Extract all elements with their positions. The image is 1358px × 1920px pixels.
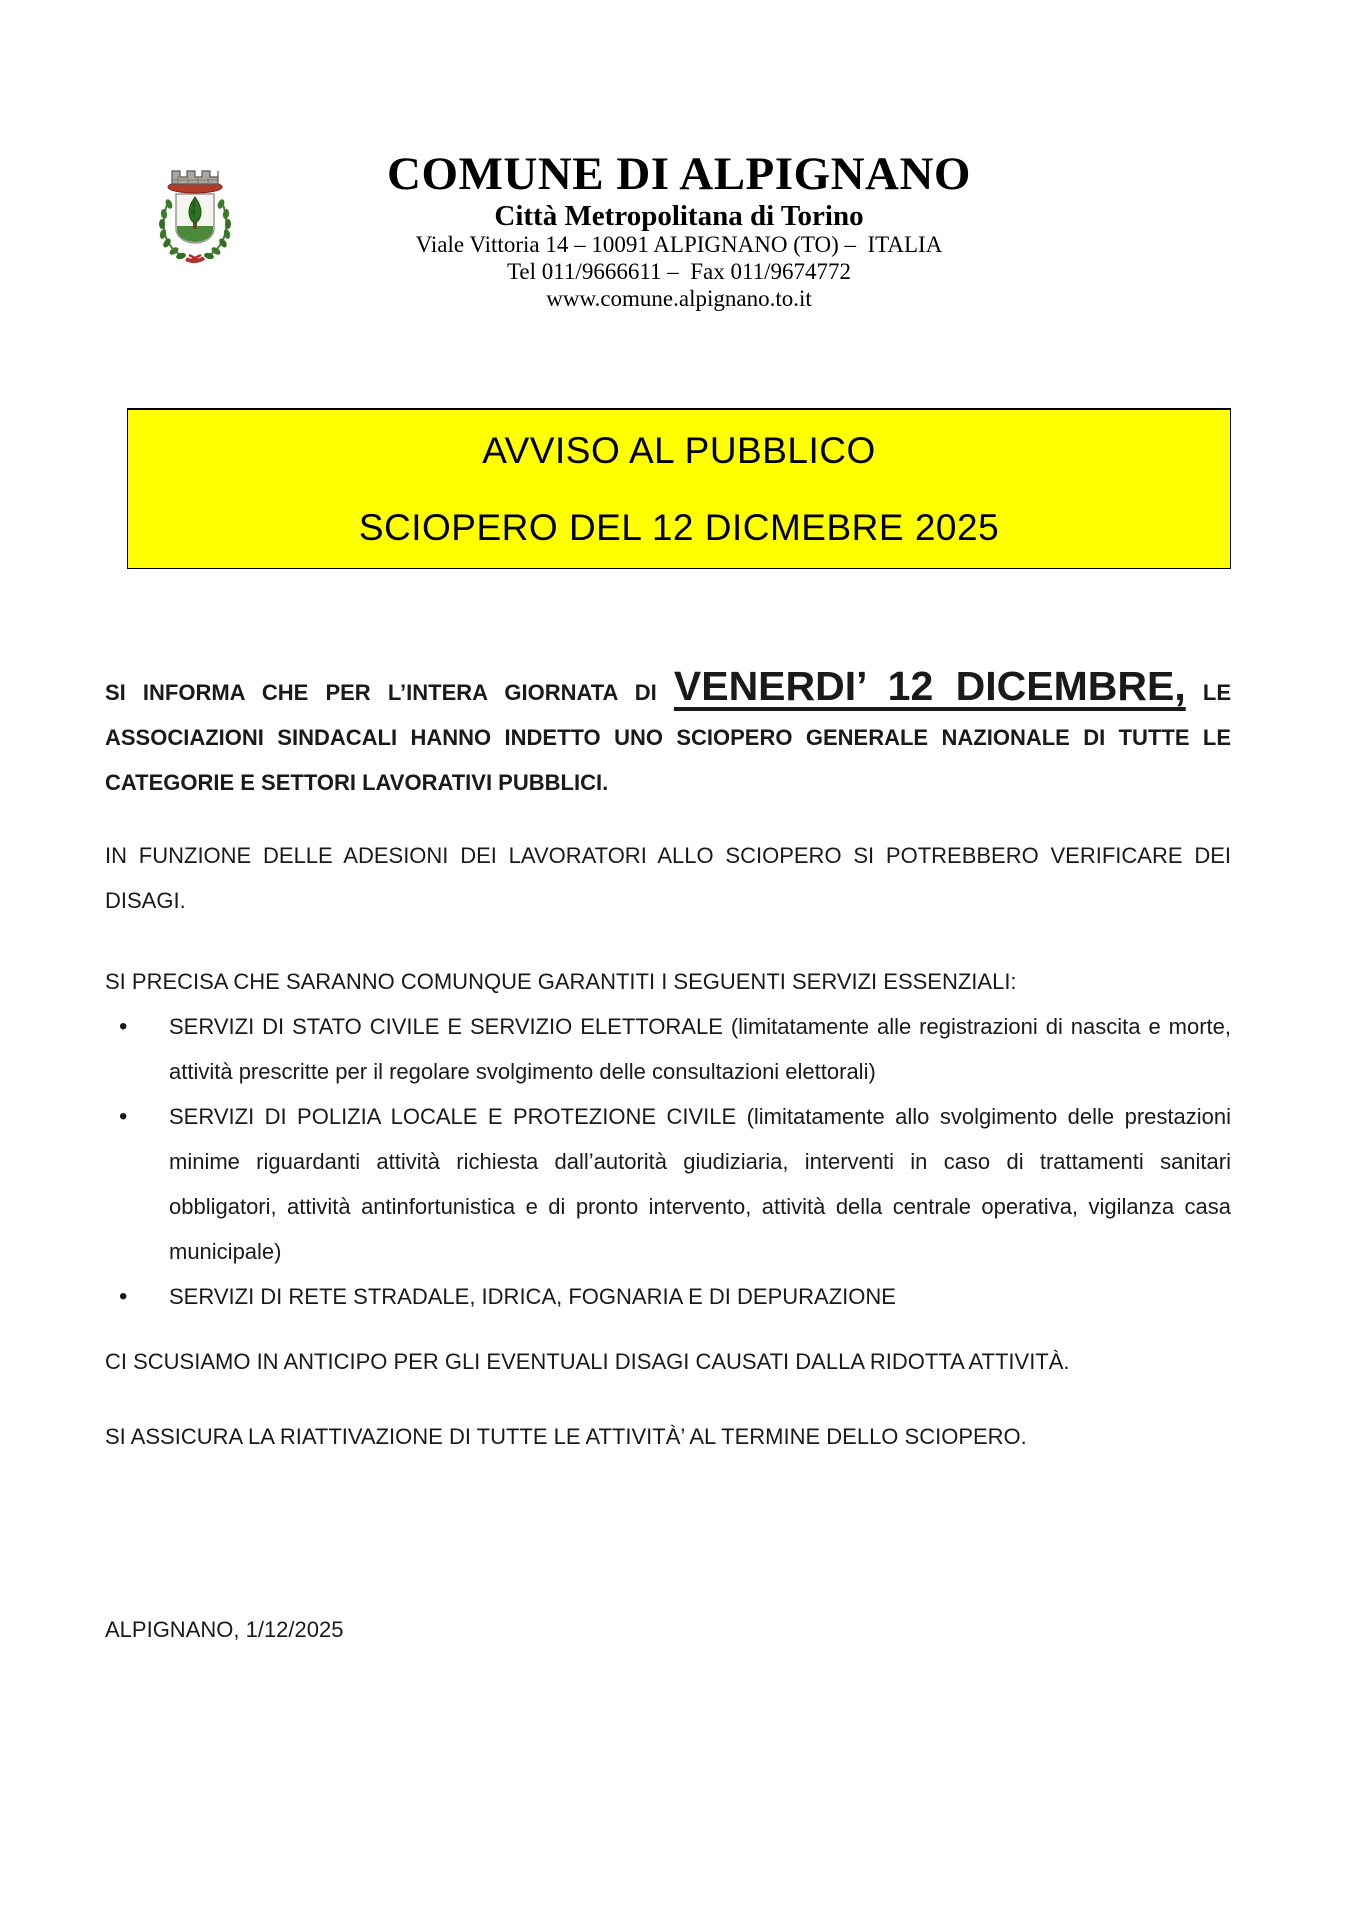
list-item-road-water-services <box>105 1274 1231 1319</box>
metropolitan-city-subtitle: Città Metropolitana di Torino <box>494 199 864 232</box>
strike-date-highlight: VENERDI’ 12 DICEMBRE, <box>673 663 1186 709</box>
bullet-icon: • <box>119 1283 128 1310</box>
announcement-pre-text: SI INFORMA CHE PER L’INTERA GIORNATA DI <box>105 680 674 705</box>
notice-body <box>105 663 1231 1652</box>
list-item-police-civil-protection <box>105 1094 1231 1274</box>
public-notice-banner <box>127 408 1231 569</box>
municipality-name: COMUNE DI ALPIGNANO <box>387 148 971 200</box>
address-line: Viale Vittoria 14 – 10091 ALPIGNANO (TO) – ITALIA <box>415 232 943 258</box>
paragraph-reactivation: SI ASSICURA LA RIATTIVAZIONE DI TUTTE LE ATTIVITÀ’ AL TERMINE DELLO SCIOPERO. <box>105 1424 1027 1449</box>
paragraph-announcement <box>105 663 1231 805</box>
list-item-civil-services <box>105 1004 1231 1094</box>
paragraph-possible-disruption: IN FUNZIONE DELLE ADESIONI DEI LAVORATORI ALLO SCIOPERO SI POTREBBERO VERIFICARE DEI DISAGI. <box>105 843 1231 913</box>
website-line: www.comune.alpignano.to.it <box>546 285 812 311</box>
banner-title: AVVISO AL PUBBLICO <box>482 430 876 471</box>
list-item-text: SERVIZI DI STATO CIVILE E SERVIZIO ELETTORALE (limitatamente alle registrazioni di nascita e morte, attività prescritte per il regolare svolgimento delle consultazioni elettorali) <box>169 1014 1231 1084</box>
paragraph-apology: CI SCUSIAMO IN ANTICIPO PER GLI EVENTUALI DISAGI CAUSATI DALLA RIDOTTA ATTIVITÀ. <box>105 1349 1070 1374</box>
bullet-icon: • <box>119 1013 128 1040</box>
bullet-icon: • <box>119 1103 128 1130</box>
banner-strike-date: SCIOPERO DEL 12 DICMEBRE 2025 <box>358 507 1000 548</box>
phone-fax-line: Tel 011/9666611 – Fax 011/9674772 <box>506 258 851 284</box>
paragraph-essential-services-intro: SI PRECISA CHE SARANNO COMUNQUE GARANTITI I SEGUENTI SERVIZI ESSENZIALI: <box>105 969 1017 994</box>
place-date-line: ALPIGNANO, 1/12/2025 <box>105 1617 344 1642</box>
list-item-text: SERVIZI DI POLIZIA LOCALE E PROTEZIONE CIVILE (limitatamente allo svolgimento delle prestazioni minime riguardanti attività richiesta dall’autorità giudiziaria, interventi in caso di trattamenti sanitari obbligatori, attività antinfortunistica e di pronto intervento, attività della centrale operativa, vigilanza casa municipale) <box>169 1104 1231 1264</box>
letterhead-text <box>0 150 1358 312</box>
list-item-text: SERVIZI DI RETE STRADALE, IDRICA, FOGNARIA E DI DEPURAZIONE <box>169 1284 896 1309</box>
essential-services-list <box>105 1004 1231 1319</box>
announcement-post-text: LE ASSOCIAZIONI SINDACALI HANNO INDETTO UNO SCIOPERO GENERALE NAZIONALE DI TUTTE LE CATEGORIE E SETTORI LAVORATIVI PUBBLICI. <box>105 680 1231 795</box>
